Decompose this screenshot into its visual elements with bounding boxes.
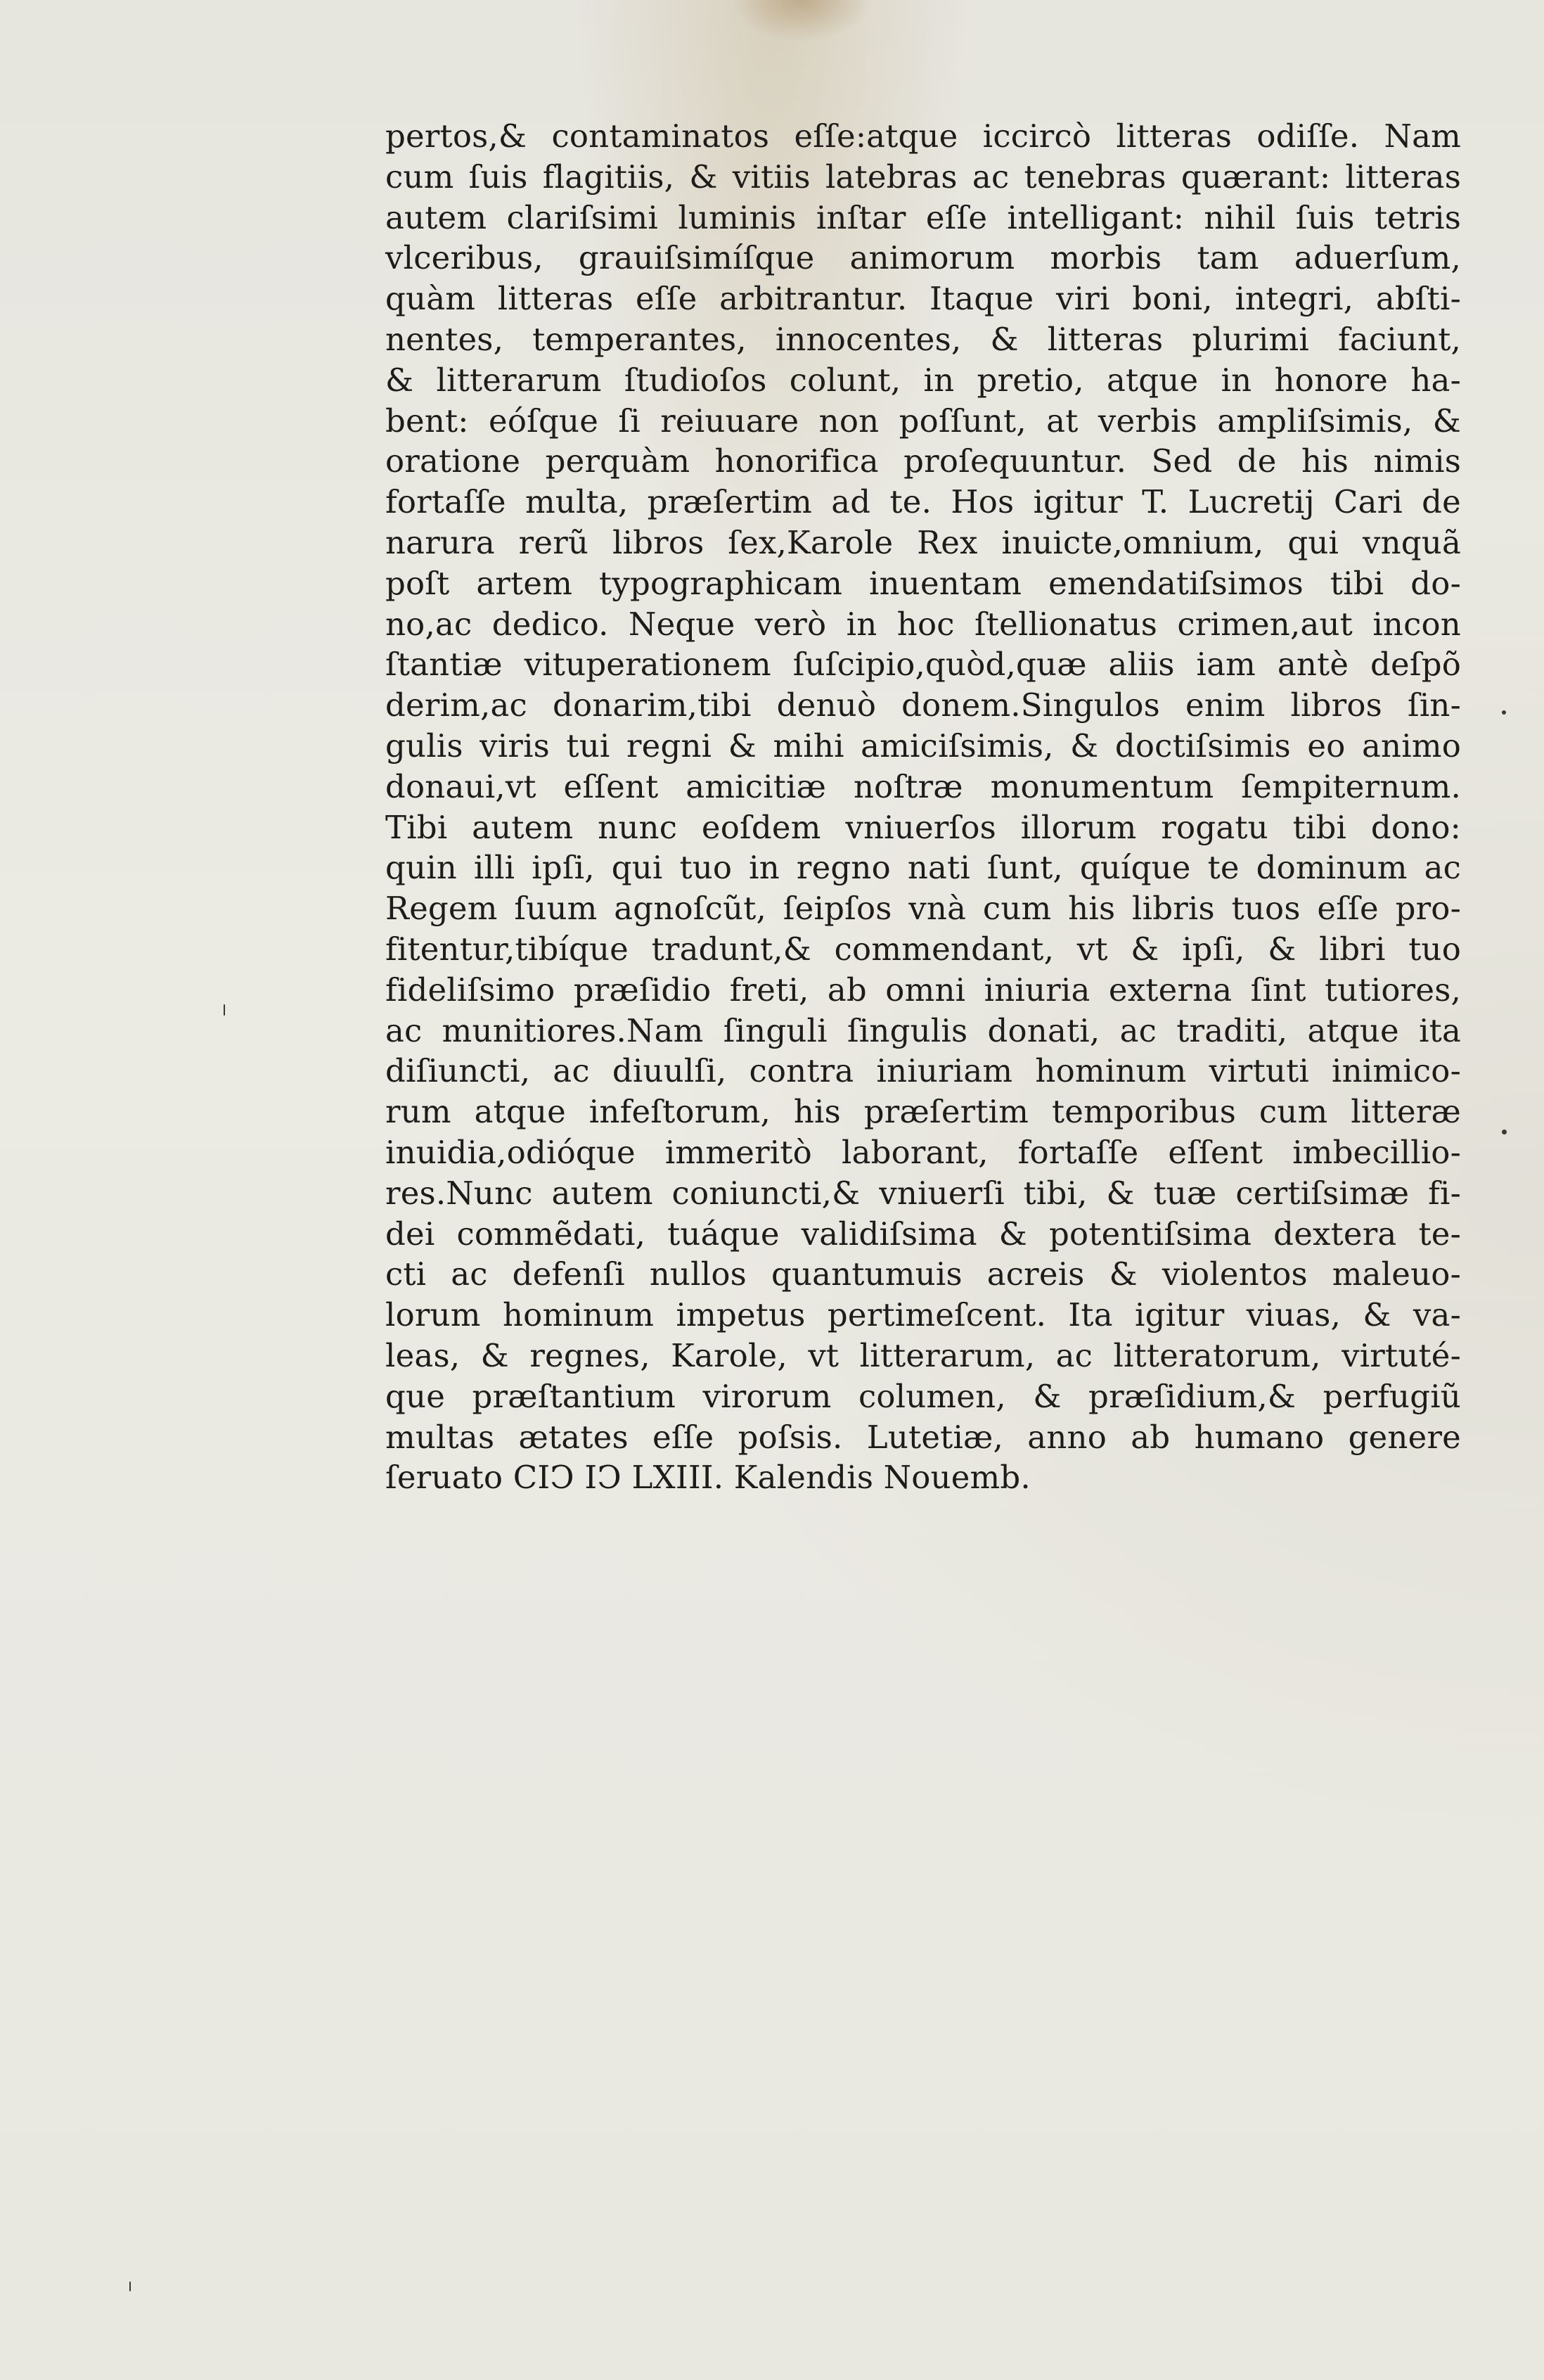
text-line: inuidia,odióque immeritò laborant, fortaſſe eſſent imbecillio- — [385, 1133, 1461, 1171]
text-line: nentes, temperantes, innocentes, & litteras plurimi faciunt, — [385, 320, 1461, 358]
text-line: no,ac dedico. Neque verò in hoc ſtellionatus crimen,aut incon — [385, 605, 1461, 643]
text-line: quin illi ipſi, qui tuo in regno nati ſunt, quíque te dominum ac — [385, 849, 1461, 887]
text-line: fideliſsimo præſidio freti, ab omni iniuria externa ſint tutiores, — [385, 971, 1461, 1009]
dedication-text-block — [385, 116, 1461, 1498]
text-line: que præſtantium virorum columen, & præſidium,& perfugiũ — [385, 1377, 1461, 1415]
text-line: dei commẽdati, tuáque validiſsima & potentiſsima dextera te- — [385, 1215, 1461, 1253]
text-line: res.Nunc autem coniuncti,& vniuerſi tibi, & tuæ certiſsimæ fi- — [385, 1174, 1461, 1212]
text-line: lorum hominum impetus pertimeſcent. Ita igitur viuas, & va- — [385, 1296, 1461, 1334]
text-line: donaui,vt eſſent amicitiæ noſtræ monumentum ſempiternum. — [385, 767, 1461, 805]
text-line: oratione perquàm honorifica proſequuntur. Sed de his nimis — [385, 442, 1461, 480]
text-line: leas, & regnes, Karole, vt litterarum, ac litteratorum, virtuté- — [385, 1336, 1461, 1374]
text-line: gulis viris tui regni & mihi amiciſsimis, & doctiſsimis eo animo — [385, 727, 1461, 764]
text-line: derim,ac donarim,tibi denuò donem.Singulos enim libros ſin- — [385, 686, 1461, 724]
text-line: narura rerũ libros ſex,Karole Rex inuicte,omnium, qui vnquã — [385, 523, 1461, 561]
text-line: ſtantiæ vituperationem ſuſcipio,quòd,quæ aliis iam antè deſpõ — [385, 646, 1461, 684]
paper-stain — [731, 0, 872, 42]
text-line: fortaſſe multa, præſertim ad te. Hos igitur T. Lucretij Cari de — [385, 483, 1461, 521]
ink-speck — [1502, 1130, 1507, 1134]
text-line: diſiuncti, ac diuulſi, contra iniuriam hominum virtuti inimico- — [385, 1052, 1461, 1090]
text-line: cum ſuis flagitiis, & vitiis latebras ac tenebras quærant: litteras — [385, 158, 1461, 196]
ink-speck — [129, 2282, 131, 2291]
text-line: ac munitiores.Nam ſinguli ſingulis donati, ac traditi, atque ita — [385, 1011, 1461, 1049]
text-line: multas ætates eſſe poſsis. Lutetiæ, anno ab humano genere — [385, 1418, 1461, 1456]
text-line: Tibi autem nunc eoſdem vniuerſos illorum rogatu tibi dono: — [385, 808, 1461, 846]
text-line: rum atque infeſtorum, his præſertim temporibus cum litteræ — [385, 1093, 1461, 1131]
text-line: & litterarum ſtudioſos colunt, in pretio, atque in honore ha- — [385, 361, 1461, 399]
ink-speck — [224, 1004, 225, 1016]
ink-speck — [1502, 710, 1506, 715]
text-line: vlceribus, grauiſsimíſque animorum morbis tam aduerſum, — [385, 239, 1461, 277]
text-line: cti ac defenſi nullos quantumuis acreis & violentos maleuo- — [385, 1255, 1461, 1293]
text-line-last: ſeruato CIↃ IↃ LXIII. Kalendis Nouemb. — [385, 1459, 1031, 1497]
text-line: autem clariſsimi luminis inſtar eſſe intelligant: nihil ſuis tetris — [385, 198, 1461, 236]
text-line: poſt artem typographicam inuentam emendatiſsimos tibi do- — [385, 564, 1461, 602]
text-line: pertos,& contaminatos eſſe:atque iccircò litteras odiſſe. Nam — [385, 117, 1461, 155]
text-line: Regem ſuum agnoſcũt, ſeipſos vnà cum his libris tuos eſſe pro- — [385, 890, 1461, 928]
text-line: quàm litteras eſſe arbitrantur. Itaque viri boni, integri, abſti- — [385, 280, 1461, 318]
text-line: fitentur,tibíque tradunt,& commendant, vt & ipſi, & libri tuo — [385, 930, 1461, 968]
text-line: bent: eóſque ſi reiuuare non poſſunt, at verbis ampliſsimis, & — [385, 402, 1461, 440]
